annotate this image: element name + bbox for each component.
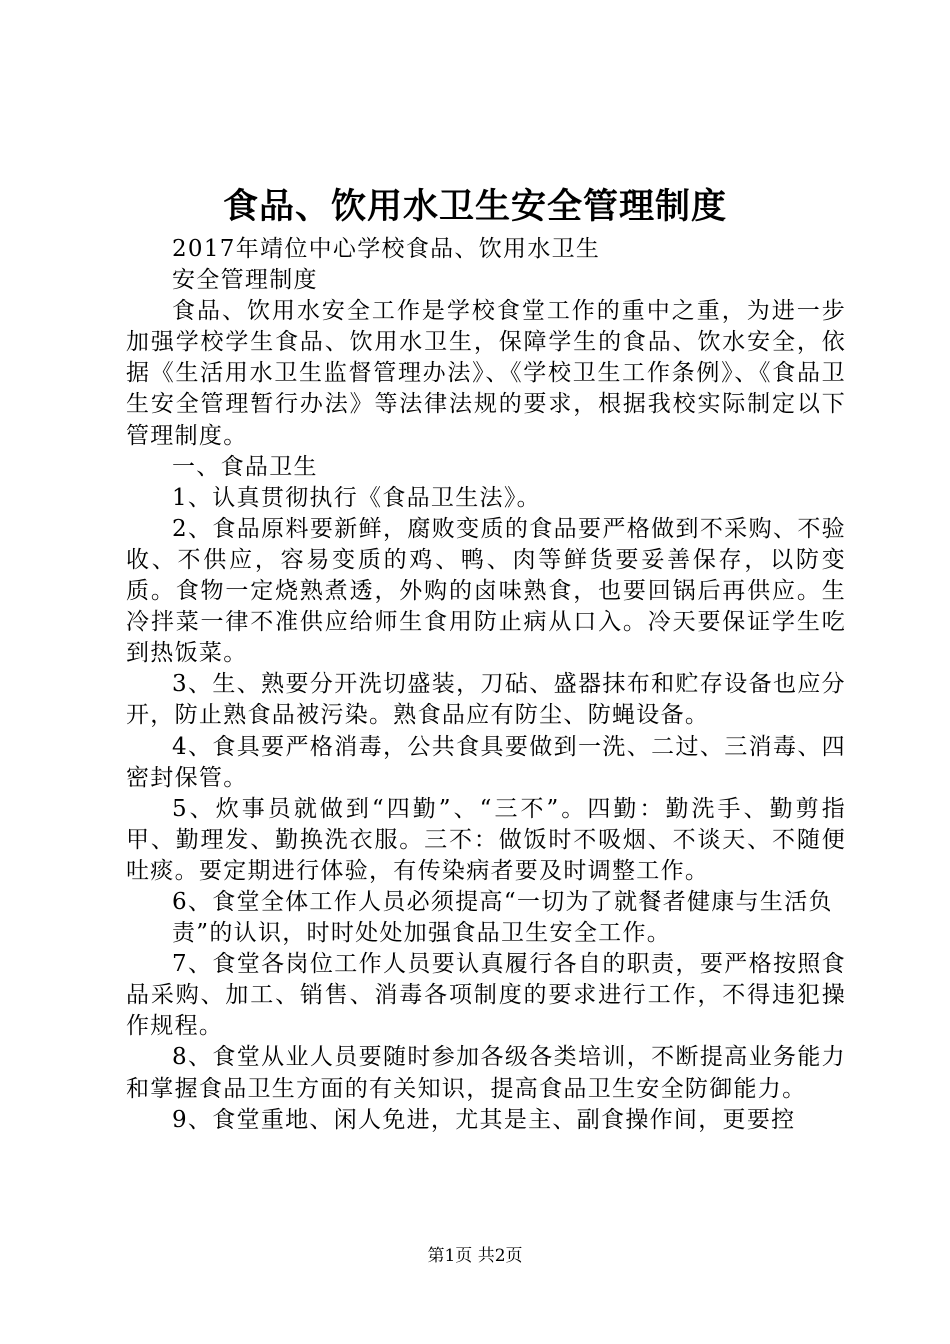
paragraph-intro: 食品、饮用水安全工作是学校食堂工作的重中之重，为进一步加强学校学生食品、饮用水卫生，保障学生的食品、饮水安全，依据《生活用水卫生监督管理办法》、《学校卫生工作条例》、《食品卫生安全管理暂行办法》等法律法规的要求，根据我校实际制定以下管理制度。	[126, 298, 846, 449]
paragraph-item-4: 4、食具要严格消毒，公共食具要做到一洗、二过、三消毒、四密封保管。	[126, 733, 846, 791]
paragraph-heading-line-1: 2017年靖位中心学校食品、饮用水卫生	[172, 236, 601, 262]
paragraph-item-2: 2、食品原料要新鲜，腐败变质的食品要严格做到不采购、不验收、不供应，容易变质的鸡、鸭、肉等鲜货要妥善保存，以防变质。食物一定烧熟煮透，外购的卤味熟食，也要回锅后再供应。生冷拌菜一律不准供应给师生食用防止病从口入。冷天要保证学生吃到热饭菜。	[126, 515, 846, 667]
paragraph-item-6-continued: 责”的认识，时时处处加强食品卫生安全工作。	[172, 920, 672, 947]
paragraph-item-1: 1、认真贯彻执行《食品卫生法》。	[172, 484, 541, 511]
paragraph-heading-line-2: 安全管理制度	[172, 267, 318, 294]
paragraph-item-3: 3、生、熟要分开洗切盛装，刀砧、盛器抹布和贮存设备也应分开，防止熟食品被污染。熟食品应有防尘、防蝇设备。	[126, 671, 846, 729]
page-number-footer: 第1页 共2页	[427, 1246, 523, 1266]
document-title: 食品、饮用水卫生安全管理制度	[222, 186, 727, 227]
paragraph-item-6: 6、食堂全体工作人员必须提高“一切为了就餐者健康与生活负	[172, 888, 833, 915]
document-body	[126, 234, 846, 1136]
paragraph-item-7: 7、食堂各岗位工作人员要认真履行各自的职责，要严格按照食品采购、加工、销售、消毒各项制度的要求进行工作，不得违犯操作规程。	[126, 951, 846, 1040]
section-heading-food-hygiene: 一、食品卫生	[172, 453, 318, 480]
paragraph-item-5: 5、炊事员就做到“四勤”、“三不”。四勤：勤洗手、勤剪指甲、勤理发、勤换洗衣服。三不：做饭时不吸烟、不谈天、不随便吐痰。要定期进行体验，有传染病者要及时调整工作。	[126, 795, 846, 884]
paragraph-item-9: 9、食堂重地、闲人免进，尤其是主、副食操作间，更要控	[172, 1106, 796, 1133]
paragraph-item-8: 8、食堂从业人员要随时参加各级各类培训，不断提高业务能力和掌握食品卫生方面的有关知识，提高食品卫生安全防御能力。	[126, 1044, 846, 1102]
